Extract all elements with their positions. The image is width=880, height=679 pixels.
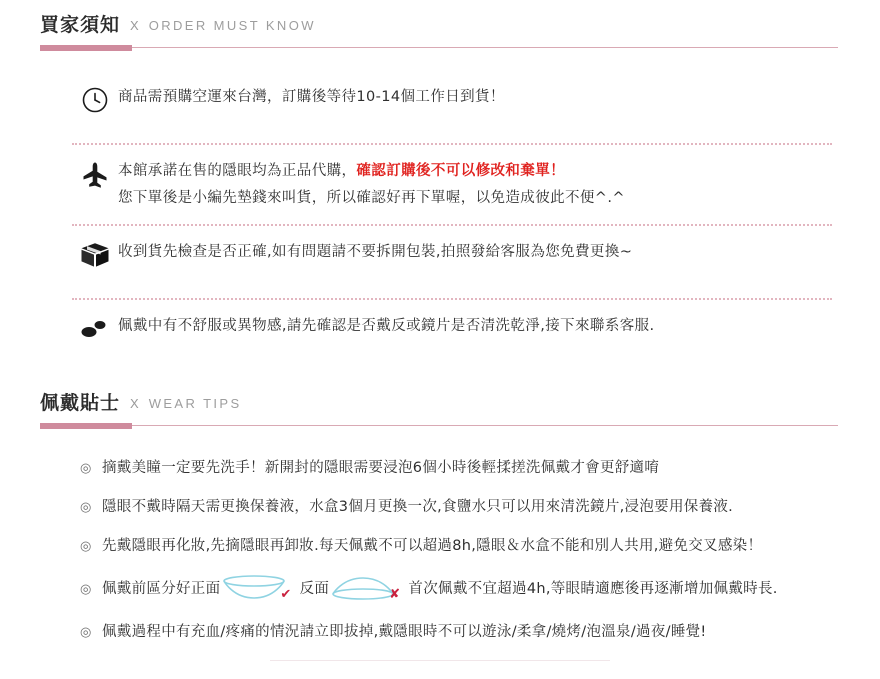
tip-text (102, 574, 778, 604)
notice-row (72, 71, 832, 145)
lens-bowl-shape-correct (221, 574, 287, 604)
tip-row (80, 621, 832, 643)
section-x-mark: X (130, 18, 139, 33)
notice-list (0, 71, 880, 372)
tip-row-lens-orientation (80, 574, 832, 604)
lens-reversed-illustration (329, 574, 408, 604)
tip-text: 摘戴美瞳一定要先洗手！新開封的隱眼需要浸泡6個小時後輕揉搓洗佩戴才會更舒適唷 (102, 460, 660, 476)
tip-bullet-icon: ◎ (80, 538, 92, 553)
contact-lens-dots-icon (72, 314, 118, 342)
notice-text: 商品需預購空運來台灣，訂購後等待10-14個工作日到貨！ (118, 89, 505, 105)
tip-bullet-icon: ◎ (80, 460, 92, 475)
section-title: 佩戴貼士 (40, 392, 121, 414)
divider-accent-bar (40, 45, 132, 51)
tip-row (80, 535, 832, 557)
divider-thin-line (40, 47, 838, 48)
section-divider (0, 423, 880, 431)
section-subtitle: WEAR TIPS (148, 396, 242, 411)
tip-bullet-icon: ◎ (80, 499, 92, 514)
tips-list (0, 457, 880, 643)
checkmark-icon: ✔ (280, 587, 292, 602)
clock-icon (72, 85, 118, 113)
cross-mark-icon: ✘ (389, 587, 401, 602)
tip-row (80, 457, 832, 479)
divider-accent-bar (40, 423, 132, 429)
notice-text (118, 159, 832, 210)
package-box-icon (72, 240, 118, 268)
section-heading-order-must-know (0, 16, 880, 35)
tip-row (80, 496, 832, 518)
notice-row (72, 145, 832, 226)
tip-text: 佩戴過程中有充血/疼痛的情況請立即拔掉,戴隱眼時不可以遊泳/柔拿/燒烤/泡溫泉/過夜/睡覺! (102, 624, 707, 640)
lens-bowl-shape-reversed (330, 574, 396, 604)
tip-text-part: 反面 (299, 581, 330, 597)
notice-text: 佩戴中有不舒服或異物感,請先確認是否戴反或鏡片是否清洗乾淨,接下來聯系客服. (118, 318, 655, 334)
notice-text: 收到貨先檢查是否正確,如有問題請不要拆開包裝,拍照發給客服為您免費更換~ (118, 244, 633, 260)
tip-text: 隱眼不戴時隔天需更換保養液，水盒3個月更換一次,食鹽水只可以用來清洗鏡片,浸泡要用保養液. (102, 499, 734, 515)
tip-text-part: 佩戴前區分好正面 (102, 581, 221, 597)
tip-bullet-icon: ◎ (80, 581, 92, 596)
notice-row (72, 226, 832, 300)
section-heading-wear-tips (0, 394, 880, 413)
lens-correct-illustration (220, 574, 299, 604)
notice-text-part: 本館承諾在售的隱眼均為正品代購， (118, 163, 357, 179)
section-subtitle: ORDER MUST KNOW (148, 18, 316, 33)
divider-thin-line (40, 425, 838, 426)
tip-text-part: 首次佩戴不宜超過4h,等眼睛適應後再逐漸增加佩戴時長. (408, 581, 778, 597)
section-divider (0, 45, 880, 53)
footer-divider (270, 660, 610, 661)
airplane-icon (72, 159, 118, 191)
tip-bullet-icon: ◎ (80, 624, 92, 639)
notice-warning-text: 確認訂購後不可以修改和棄單！ (356, 163, 566, 179)
tip-text: 先戴隱眼再化妝,先摘隱眼再卸妝.每天佩戴不可以超過8h,隱眼＆水盒不能和別人共用,避免交叉感染！ (102, 538, 763, 554)
notice-text-second-line: 您下單後是小編先墊錢來叫貨，所以確認好再下單喔，以免造成彼此不便^.^ (118, 190, 625, 206)
notice-row (72, 300, 832, 372)
section-x-mark: X (130, 396, 139, 411)
section-title: 買家須知 (40, 14, 121, 36)
